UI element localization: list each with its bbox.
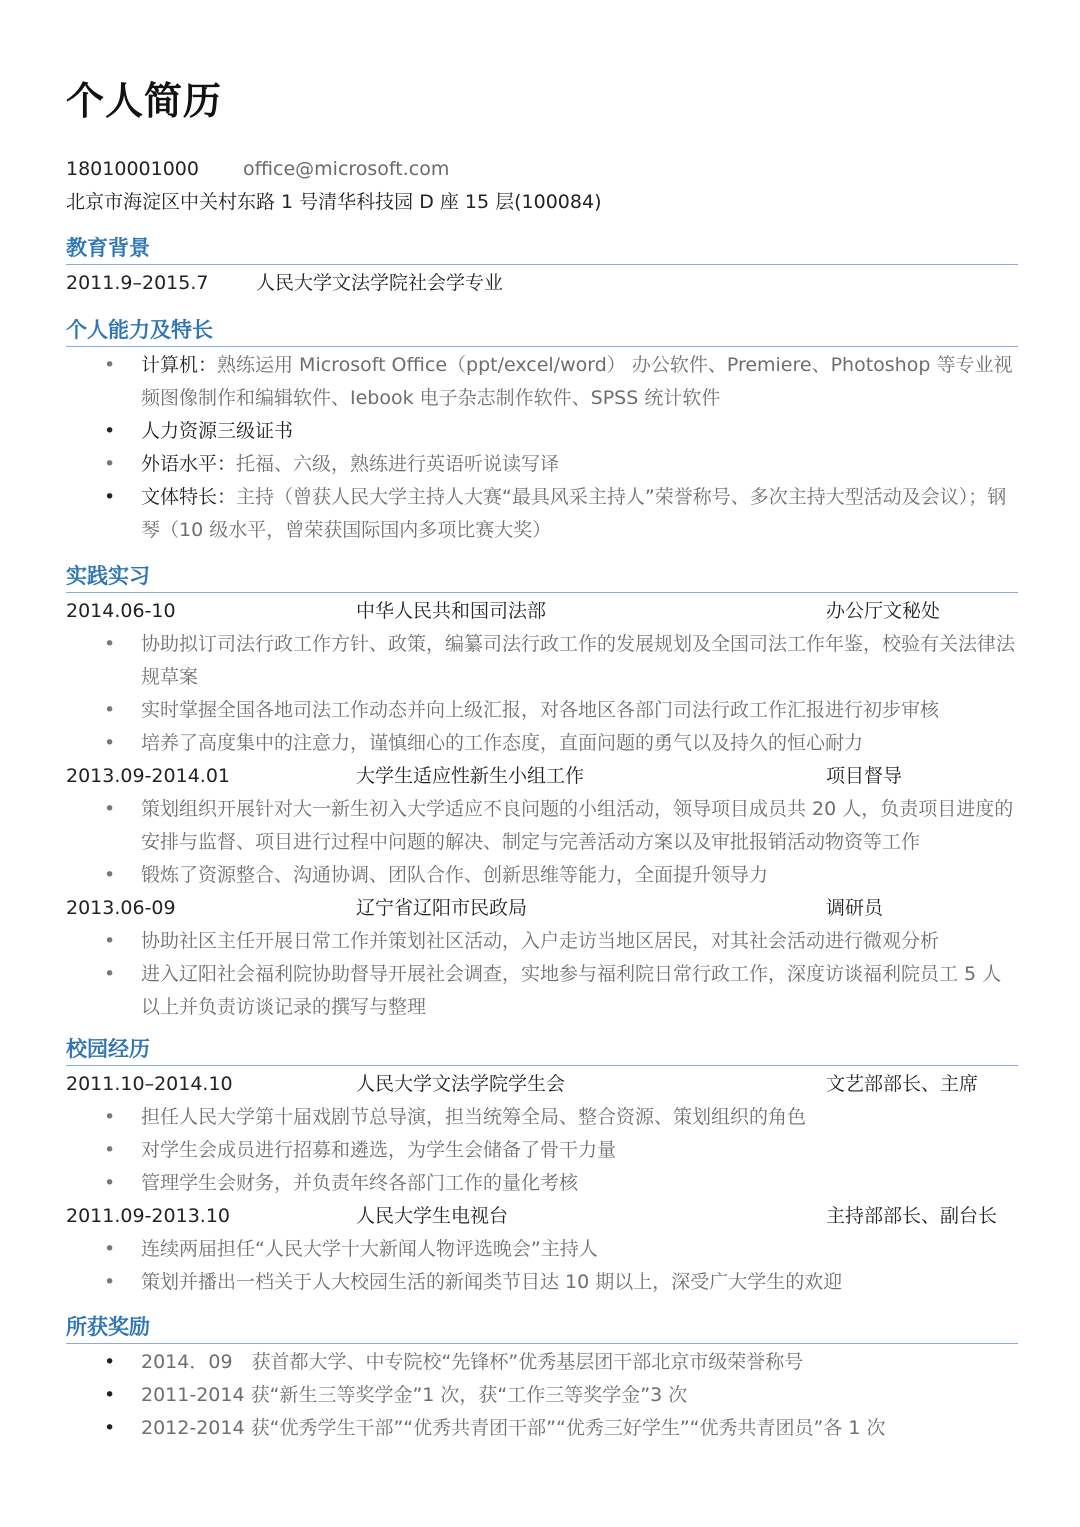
section-heading-education: 教育背景 [66, 234, 1018, 265]
list-item: • 计算机：熟练运用 Microsoft Office（ppt/excel/word） 办公软件、Premiere、Photoshop 等专业视频图像制作和编辑软件、Iebook 电子杂志制作软件、SPSS 统计软件 [66, 349, 1018, 415]
practice-entry [66, 595, 1018, 628]
entry-role: 项目督导 [826, 765, 903, 787]
bullet-icon: • [104, 1238, 116, 1260]
bullet-icon: • [104, 1417, 116, 1439]
bullet-icon: • [104, 1139, 116, 1161]
bullet-icon: • [104, 1351, 116, 1373]
phone-number: 18010001000 [66, 158, 199, 180]
list-item: • 连续两届担任“人民大学十大新闻人物评选晚会”主持人 [66, 1233, 1018, 1266]
awards-section [66, 1313, 1018, 1445]
bullet-icon: • [104, 453, 116, 475]
address: 北京市海淀区中关村东路 1 号清华科技园 D 座 15 层(100084) [66, 191, 602, 213]
skills-section [66, 316, 1018, 547]
list-item: • 管理学生会财务，并负责年终各部门工作的量化考核 [66, 1167, 1018, 1200]
campus-bullets [66, 1101, 1018, 1200]
bullet-icon: • [104, 486, 116, 508]
bullet-icon: • [104, 420, 116, 442]
section-heading-skills: 个人能力及特长 [66, 316, 1018, 347]
campus-entry [66, 1200, 1018, 1233]
bullet-icon: • [104, 864, 116, 886]
list-item: • 策划组织开展针对大一新生初入大学适应不良问题的小组活动，领导项目成员共 20 人，负责项目进度的安排与监督、项目进行过程中问题的解决、制定与完善活动方案以及审批报销活动物资等工作 [66, 793, 1018, 859]
entry-org: 人民大学生电视台 [356, 1205, 509, 1227]
list-item: • 担任人民大学第十届戏剧节总导演，担当统筹全局、整合资源、策划组织的角色 [66, 1101, 1018, 1134]
bullet-icon: • [104, 633, 116, 655]
entry-date: 2013.09-2014.01 [66, 765, 230, 787]
page-title: 个人简历 [66, 79, 223, 123]
entry-org: 中华人民共和国司法部 [356, 600, 547, 622]
bullet-icon: • [104, 1106, 116, 1128]
entry-date: 2013.06-09 [66, 897, 176, 919]
section-heading-campus: 校园经历 [66, 1035, 1018, 1066]
list-item: • 文体特长：主持（曾获人民大学主持人大赛“最具风采主持人”荣誉称号、多次主持大型活动及会议）；钢琴（10 级水平，曾荣获国际国内多项比赛大奖） [66, 481, 1018, 547]
education-entry [66, 267, 1018, 300]
bullet-icon: • [104, 354, 116, 376]
entry-role: 办公厅文秘处 [826, 600, 941, 622]
entry-date: 2011.9–2015.7 [66, 272, 209, 294]
list-item: • 协助社区主任开展日常工作并策划社区活动，入户走访当地区居民，对其社会活动进行微观分析 [66, 925, 1018, 958]
bullet-icon: • [104, 732, 116, 754]
entry-school: 人民大学文法学院社会学专业 [256, 272, 504, 294]
practice-section [66, 562, 1018, 1024]
bullet-icon: • [104, 963, 116, 985]
practice-bullets [66, 628, 1018, 760]
list-item: • 策划并播出一档关于人大校园生活的新闻类节目达 10 期以上，深受广大学生的欢迎 [66, 1266, 1018, 1299]
entry-date: 2011.09-2013.10 [66, 1205, 230, 1227]
entry-role: 文艺部部长、主席 [826, 1073, 979, 1095]
awards-list [66, 1346, 1018, 1445]
bullet-icon: • [104, 1172, 116, 1194]
email-address: office@microsoft.com [243, 158, 450, 180]
list-item: • 协助拟订司法行政工作方针、政策，编纂司法行政工作的发展规划及全国司法工作年鉴，校验有关法律法规草案 [66, 628, 1018, 694]
entry-date: 2011.10–2014.10 [66, 1073, 233, 1095]
campus-section [66, 1035, 1018, 1299]
education-section [66, 234, 1018, 300]
bullet-icon: • [104, 1384, 116, 1406]
entry-role: 主持部部长、副台长 [826, 1205, 998, 1227]
bullet-icon: • [104, 930, 116, 952]
entry-org: 大学生适应性新生小组工作 [356, 765, 585, 787]
section-heading-practice: 实践实习 [66, 562, 1018, 593]
section-heading-awards: 所获奖励 [66, 1313, 1018, 1344]
practice-bullets [66, 925, 1018, 1024]
list-item: • 对学生会成员进行招募和遴选，为学生会储备了骨干力量 [66, 1134, 1018, 1167]
list-item: • 进入辽阳社会福利院协助督导开展社会调查，实地参与福利院日常行政工作，深度访谈福利院员工 5 人以上并负责访谈记录的撰写与整理 [66, 958, 1018, 1024]
bullet-icon: • [104, 699, 116, 721]
entry-org: 辽宁省辽阳市民政局 [356, 897, 528, 919]
practice-bullets [66, 793, 1018, 892]
list-item: • 实时掌握全国各地司法工作动态并向上级汇报，对各地区各部门司法行政工作汇报进行初步审核 [66, 694, 1018, 727]
campus-bullets [66, 1233, 1018, 1299]
practice-entry [66, 892, 1018, 925]
skills-list [66, 349, 1018, 547]
campus-entry [66, 1068, 1018, 1101]
contact-line [66, 156, 449, 182]
entry-date: 2014.06-10 [66, 600, 176, 622]
list-item: • 培养了高度集中的注意力，谨慎细心的工作态度，直面问题的勇气以及持久的恒心耐力 [66, 727, 1018, 760]
entry-role: 调研员 [826, 897, 884, 919]
bullet-icon: • [104, 1271, 116, 1293]
list-item: • 2011-2014 获“新生三等奖学金”1 次，获“工作三等奖学金”3 次 [66, 1379, 1018, 1412]
entry-org: 人民大学文法学院学生会 [356, 1073, 566, 1095]
practice-entry [66, 760, 1018, 793]
list-item: • 2014．09 获首都大学、中专院校“先锋杯”优秀基层团干部北京市级荣誉称号 [66, 1346, 1018, 1379]
bullet-icon: • [104, 798, 116, 820]
list-item: • 人力资源三级证书 [66, 415, 1018, 448]
list-item: • 锻炼了资源整合、沟通协调、团队合作、创新思维等能力，全面提升领导力 [66, 859, 1018, 892]
list-item: • 2012-2014 获“优秀学生干部”“优秀共青团干部”“优秀三好学生”“优秀共青团员”各 1 次 [66, 1412, 1018, 1445]
list-item: • 外语水平：托福、六级，熟练进行英语听说读写译 [66, 448, 1018, 481]
